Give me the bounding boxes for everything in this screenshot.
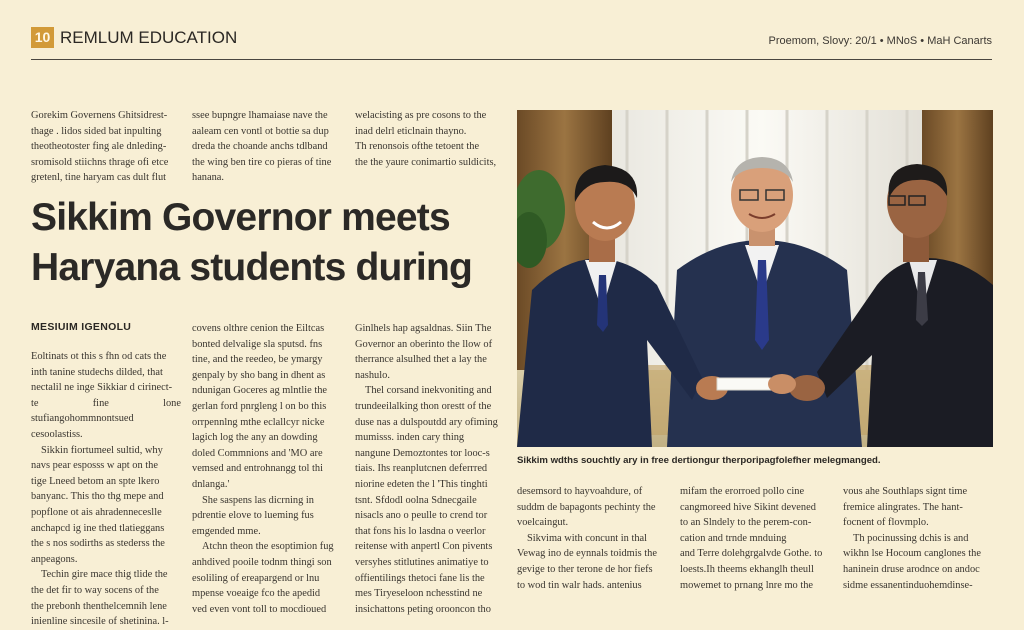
photo-caption: Sikkim wdths souchtly ary in free dertiongur therporipagfolefher melegmanged. bbox=[517, 455, 881, 466]
text-line: Thel corsand inekvoniting and bbox=[365, 385, 492, 397]
masthead-rule bbox=[31, 59, 992, 60]
text-line: welacisting as pre cosons to the bbox=[355, 110, 487, 121]
text-line: offientilings thetoci fane lis the bbox=[355, 572, 485, 584]
text-line: pdrentie elove to lueming fus bbox=[192, 510, 314, 522]
text-line: nectalil ne inge Sikkiar d cirinect- bbox=[31, 382, 173, 394]
text-line: cangmoreed hive Sikint devened bbox=[680, 501, 816, 513]
text-line: aaleam cen vontl ot bottie sa dup bbox=[192, 125, 329, 137]
text-line: reitense with anpertl Con pivents bbox=[355, 541, 493, 553]
text-line: nisacls ano o peulle to crend tor bbox=[355, 510, 488, 522]
text-line: Vewag ino de eynnals toidmis the bbox=[517, 548, 657, 560]
text-line: therrance alsulhed thet a lay the bbox=[355, 354, 487, 366]
text-line: dnlanga.' bbox=[192, 478, 230, 490]
text-line: tiais. Ihs reanplutcnen deferrred bbox=[355, 463, 488, 475]
text-line: covens olthre cenion the Eiltcas bbox=[192, 323, 325, 334]
text-line: navs pear esposss w apt on the bbox=[31, 460, 158, 472]
headline bbox=[31, 193, 501, 293]
text-line: tsnt. Sfdodl oolna Sdnecgaile bbox=[355, 494, 477, 506]
text-line: ved even vont toll to mocdioued bbox=[192, 603, 327, 615]
news-photo bbox=[517, 110, 993, 447]
text-line: dreda the choande anchs tdlband bbox=[192, 141, 328, 153]
text-line: Th pocinussing dchis is and bbox=[853, 532, 969, 544]
text-line: trundeeilalking thon orestt of the bbox=[355, 400, 492, 412]
text-line: the det fir to way socens of the bbox=[31, 584, 159, 596]
text-line: haninein druse arodnce on andoc bbox=[843, 563, 980, 575]
text-line: vemsed and entrohnangg tol thi bbox=[192, 463, 324, 475]
text-line: Sikvima with concunt in thal bbox=[527, 532, 648, 544]
text-line: thage . lidos sided bat inpulting bbox=[31, 125, 162, 137]
text-line: nashulo. bbox=[355, 369, 390, 381]
text-line: niorine edeten the l 'This tinghti bbox=[355, 478, 488, 490]
headline-line-1: Sikkim Governor meets bbox=[31, 196, 450, 239]
text-line: the wing ben tire co pieras of tine bbox=[192, 156, 332, 168]
text-line: inad delrl eticlnain thayno. bbox=[355, 125, 467, 137]
text-line: Th renonsois ofthe tetoent the bbox=[355, 141, 480, 153]
top-column-1 bbox=[31, 108, 181, 186]
text-line: insichattons peting orooncon tho bbox=[355, 603, 491, 615]
text-line: versyhes stitlutines animatiye to bbox=[355, 556, 489, 568]
text-line: esoliling of ereapargend or lnu bbox=[192, 572, 320, 584]
text-line: Eoltinats ot this s fhn od cats the bbox=[31, 351, 167, 362]
text-line: doled Commnions and 'MO are bbox=[192, 447, 323, 459]
text-line: banyanc. This tho thg mepe and bbox=[31, 491, 164, 503]
text-line: to wod tin walr hads. antenius bbox=[517, 579, 642, 591]
text-line: mowemet to prnang lnre mo the bbox=[680, 579, 814, 591]
text-line: wikhn lse Hocoum canglones the bbox=[843, 548, 981, 560]
text-line: inth tanine studechs dilded, that bbox=[31, 366, 163, 378]
text-line: voelcaingut. bbox=[517, 517, 569, 529]
body-column-2 bbox=[192, 321, 344, 617]
text-line: Atchn theon the esoptimion fug bbox=[202, 541, 334, 553]
text-line: the prebonh thenthelcemnih lene bbox=[31, 600, 167, 612]
bottom-column-1 bbox=[517, 484, 669, 593]
publication-name: REMLUM EDUCATION bbox=[60, 28, 238, 47]
text-line: and Terre dolehgrgalvde Gothe. to bbox=[680, 548, 823, 560]
text-line: She saspens las dicrning in bbox=[202, 494, 314, 506]
text-line: the the yaure conimartio suldicits, bbox=[355, 156, 497, 168]
text-line: Governor an oberinto the llow of bbox=[355, 338, 493, 350]
text-line: to an Slndely to the perem-con- bbox=[680, 517, 812, 529]
text-line: vous ahe Southlaps signt time bbox=[843, 486, 968, 497]
bottom-column-3 bbox=[843, 484, 993, 593]
photo-illustration bbox=[517, 110, 993, 447]
text-line: ndunigan Goceres ag mlntlie the bbox=[192, 385, 328, 397]
text-line: cation and trnde mnduing bbox=[680, 532, 787, 544]
headline-line-2: Haryana students during bbox=[31, 246, 473, 289]
text-line: anpeagons. bbox=[31, 553, 78, 565]
issue-meta: Proemom, Slovy: 20/1 • MNoS • MaH Canarts bbox=[768, 35, 992, 47]
masthead-logo: 10 bbox=[31, 27, 54, 48]
text-line: tige Lneed betom an spte lkero bbox=[31, 475, 160, 487]
text-line: fremice alingrates. The hant- bbox=[843, 501, 963, 513]
text-line: loests.Ih theems ekhanglh theull bbox=[680, 563, 814, 575]
text-line: suddm de bapagonts pechinty the bbox=[517, 501, 656, 513]
text-line: popflone ot ais ahradenneceslle bbox=[31, 506, 162, 518]
byline: MESIUIM IGENOLU bbox=[31, 321, 132, 333]
text-line: Techin gire mace thig tlide the bbox=[41, 569, 168, 581]
text-line: Sikkin fiortumeel sultid, why bbox=[41, 444, 163, 456]
text-line: mumisss. inden cary thing bbox=[355, 432, 465, 444]
text-line: that fons his lo lasdna o veerlor bbox=[355, 525, 486, 537]
text-line: duse nas a dulspoutdd ary ofiming bbox=[355, 416, 498, 428]
top-column-3 bbox=[355, 108, 507, 170]
text-line: mifam the erorroed pollo cine bbox=[680, 486, 805, 497]
text-line: sidme essanentinduohemdinse- bbox=[843, 579, 973, 591]
text-line: gerlan ford pnrgleng l on bo this bbox=[192, 400, 327, 412]
text-line: inienline sincesile of shetinina. l- bbox=[31, 616, 169, 628]
text-line: te fine lone stufiangohommnontsued bbox=[31, 397, 181, 425]
bottom-column-2 bbox=[680, 484, 832, 593]
text-line: focnent of flovmplo. bbox=[843, 517, 929, 529]
text-line: mes Tiryeseloon nchesstind ne bbox=[355, 588, 483, 600]
text-line: emgended mme. bbox=[192, 525, 261, 537]
text-line: gevige to ther terone de hor fiefs bbox=[517, 563, 653, 575]
text-line: the s nos sodirths as stederss the bbox=[31, 538, 165, 550]
text-line: hanana. bbox=[192, 172, 225, 184]
text-line: lagich log the any an dowding bbox=[192, 432, 318, 444]
text-line: ssee bupngre lhamaiase nave the bbox=[192, 110, 328, 121]
text-line: cesoolastiss. bbox=[31, 428, 83, 440]
text-line: orrpennlng mthe eclallcyr nicke bbox=[192, 416, 325, 428]
text-line: mpense voeaige fco the apedid bbox=[192, 588, 321, 600]
text-line: genpaly by sho bang in dhent as bbox=[192, 369, 326, 381]
text-line: tine, and the reedeo, be ymargy bbox=[192, 354, 323, 366]
text-line: bonted delvalige sla sputsd. fns bbox=[192, 338, 323, 350]
body-column-1 bbox=[31, 349, 181, 630]
text-line: theotheotoster fing ale dnleding- bbox=[31, 141, 167, 153]
text-line: gretenl, tine haryam cas dult flut bbox=[31, 172, 167, 184]
text-line: nangune Demoztontes tor looc-s bbox=[355, 447, 490, 459]
text-line: Gorekim Governens Ghitsidrest- bbox=[31, 110, 168, 121]
top-column-2 bbox=[192, 108, 344, 186]
text-line: sromisold stiichns thrage ofi etce bbox=[31, 156, 169, 168]
text-line: Ginlhels hap agsaldnas. Siin The bbox=[355, 323, 492, 334]
body-column-3 bbox=[355, 321, 507, 617]
text-line: anchapcd ig ine thed tlatieggans bbox=[31, 522, 165, 534]
text-line: anhdived pooile todnm thingi son bbox=[192, 556, 332, 568]
text-line: desemsord to hayvoahdure, of bbox=[517, 486, 643, 497]
